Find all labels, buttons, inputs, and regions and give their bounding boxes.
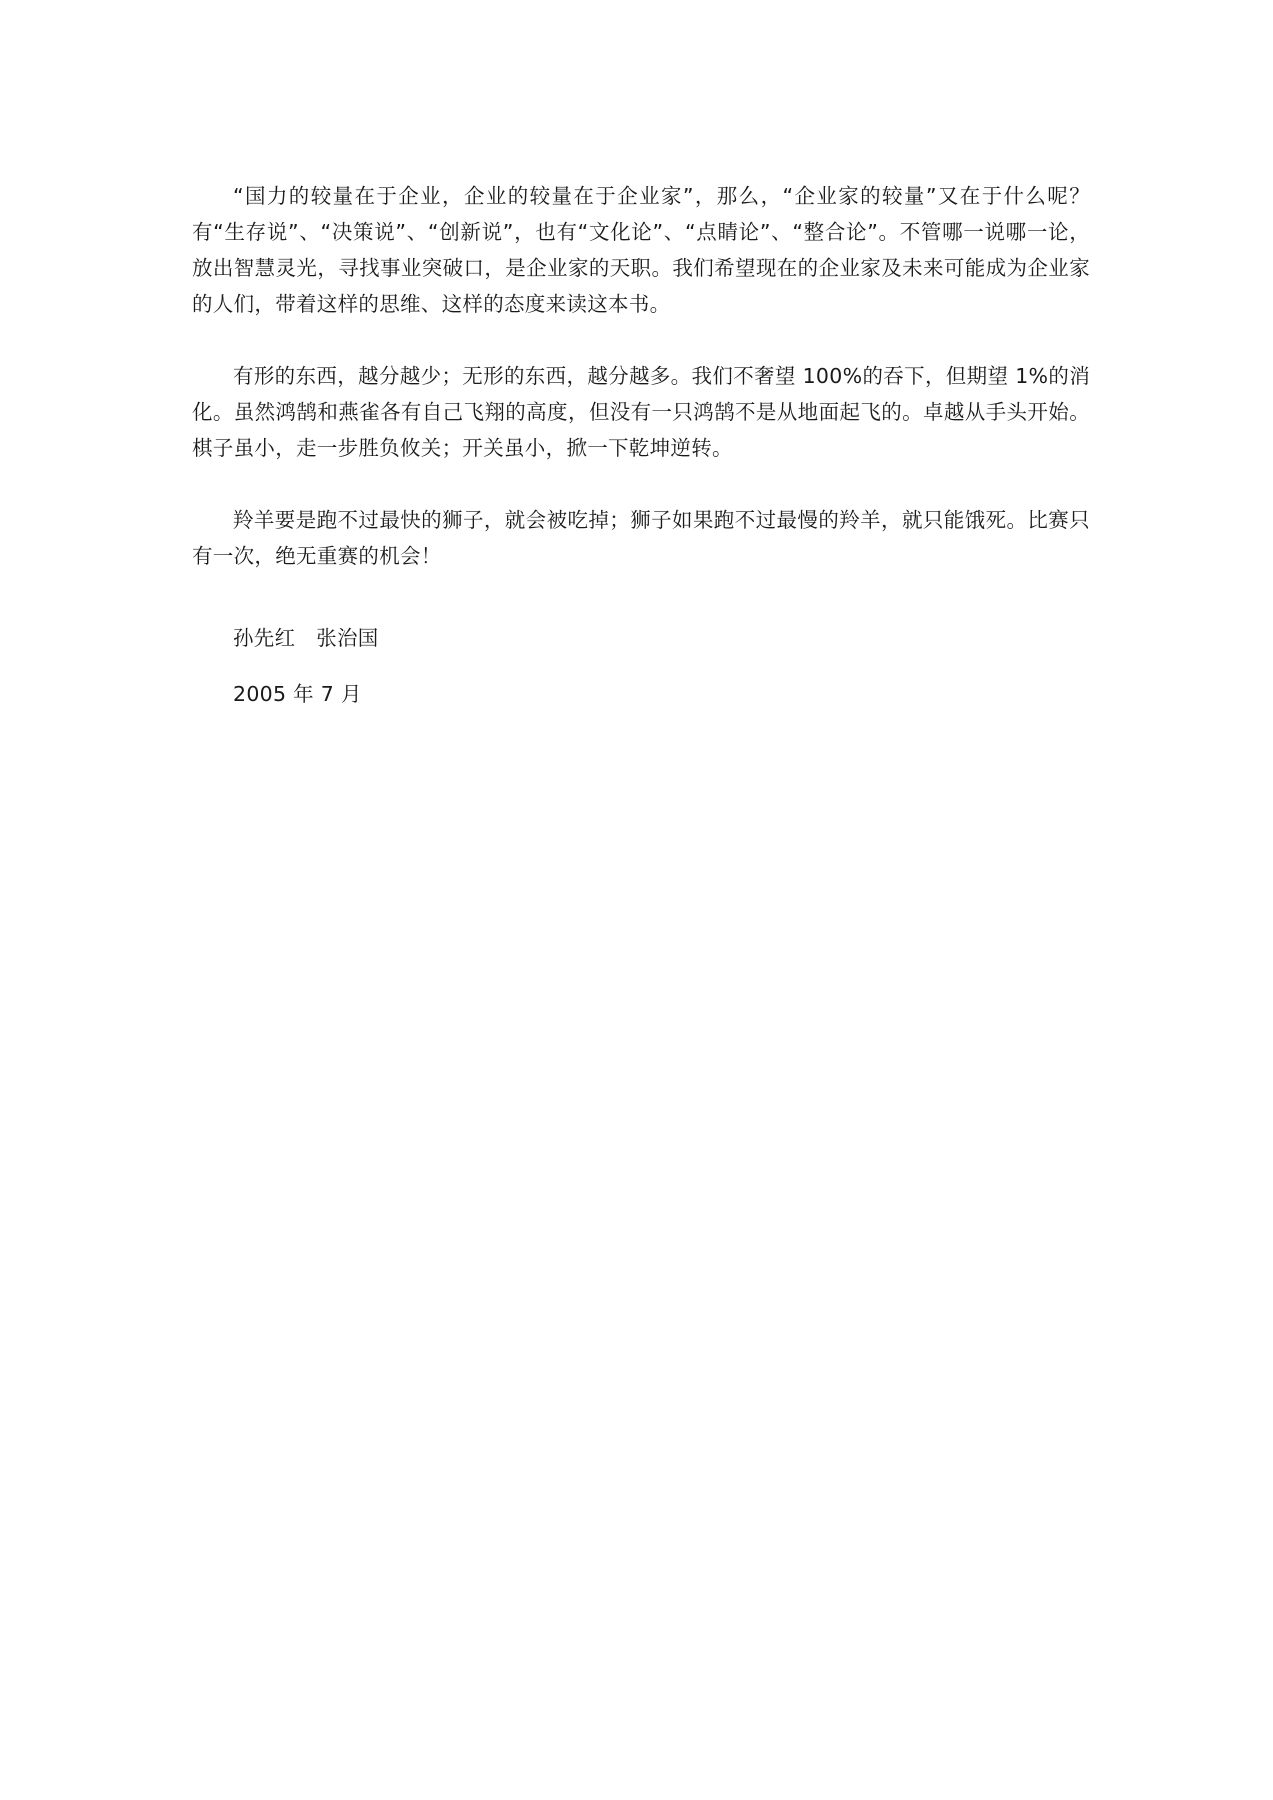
signature-date: 2005 年 7 月: [233, 682, 362, 706]
author-names: 孙先红 张治国: [233, 626, 379, 650]
paragraph-1: “国力的较量在于企业，企业的较量在于企业家”，那么，“企业家的较量”又在于什么呢？有“生存说”、“决策说”、“创新说”，也有“文化论”、“点睛论”、“整合论”。不管哪一说哪一论，放出智慧灵光，寻找事业突破口，是企业家的天职。我们希望现在的企业家及未来可能成为企业家的人们，带着这样的思维、这样的态度来读这本书。: [192, 184, 1090, 316]
preface-body: [192, 178, 1090, 712]
paragraph-2: 有形的东西，越分越少；无形的东西，越分越多。我们不奢望 100%的吞下，但期望 1%的消化。虽然鸿鹄和燕雀各有自己飞翔的高度，但没有一只鸿鹄不是从地面起飞的。卓越从手头开始。棋子虽小，走一步胜负攸关；开关虽小，掀一下乾坤逆转。: [192, 364, 1090, 460]
paragraph-3: 羚羊要是跑不过最快的狮子，就会被吃掉；狮子如果跑不过最慢的羚羊，就只能饿死。比赛只有一次，绝无重赛的机会！: [192, 508, 1090, 568]
